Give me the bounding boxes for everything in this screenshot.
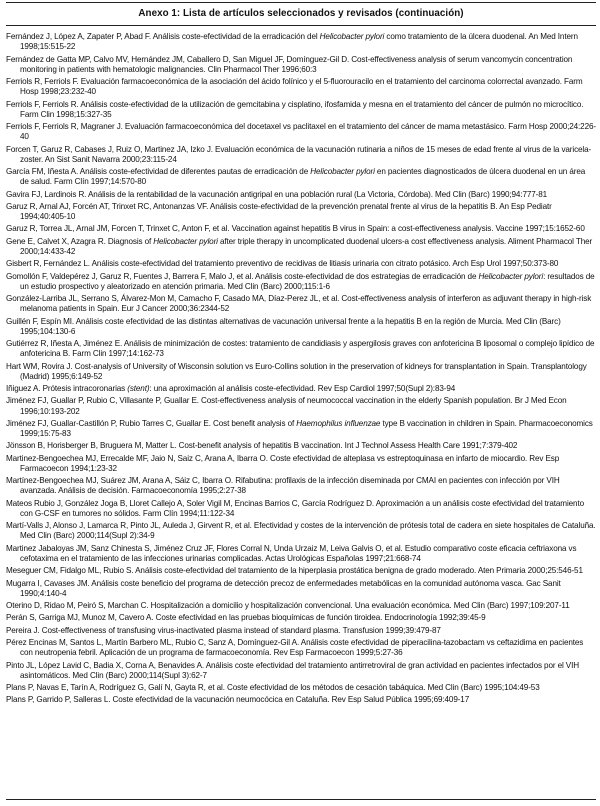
reference-text: Forcen T, Garuz R, Cabases J, Ruiz O, Martinez JA, Izko J. Evaluación económica de la vacunación rutinaria a niños de 15 meses de edad frente al virus de la varicela-zoster. An Sist Sanit Navarra 2000;23:115-24 xyxy=(6,144,592,164)
reference-text: Ferriols F, Ferriols R, Magraner J. Evaluación farmacoeconómica del docetaxel vs paclitaxel en el tratamiento del cáncer de mama metastásico. Farm Hosp 2000;24:226-40 xyxy=(6,122,596,142)
reference-text: Meseguer CM, Fidalgo ML, Rubio S. Análisis coste-efectividad del tratamiento de la hiperplasia prostática benigna de grado moderado. Aten Primaria 2000;25:546-51 xyxy=(6,566,583,576)
reference-italic-text: Helicobacter pylori xyxy=(319,32,385,41)
reference-text: Gutiérrez R, Iñesta A, Jiménez E. Análisis de minimización de costes: tratamiento de candidiasis y aspergilosis graves con anfotericina B liposomal o complejo lipídico de anfotericina B. Farm Clin 1997;14:162-73 xyxy=(6,339,595,359)
reference-item xyxy=(6,566,596,576)
reference-text: Plans P, Garrido P, Salleras L. Coste efectividad de la vacunación neumocócica en Cataluña. Rev Esp Salud Pública 1995;69:409-17 xyxy=(6,695,470,705)
reference-text: Hart WM, Rovira J. Cost-analysis of University of Wisconsin solution vs Euro-Collins solution in the preservation of kidneys for transplantation in Spain. Transplantology (Madrid) 1995;6:149-52 xyxy=(6,361,587,381)
reference-text: Martinez Jabaloyas JM, Sanz Chinesta S, Jiménez Cruz JF, Flores Corral N, Unda Urzaiz M, Leiva Galvis O, et al. Estudio comparativo coste eficacia ceftriaxona vs cefotaxima en el tratamiento de las infecciones urinarias complicadas. Actas Urológicas Españolas 1997;21:668-74 xyxy=(6,543,577,563)
reference-text: Martinez-Bengoechea MJ, Errecalde MF, Jaio N, Saiz C, Arana A, Ibarra O. Coste efectividad de alteplasa vs estreptoquinasa en infarto de miocardio. Rev Esp Farmacoecon 1994;1:23-32 xyxy=(6,453,560,473)
reference-text: after triple therapy in uncomplicated duodenal ulcers-a cost effectiveness analysis. Aliment Pharmacol Ther 2000;14:433-42 xyxy=(20,236,593,256)
reference-text: Jiménez FJ, Guallar-Castillón P, Rubio Tarres C, Guallar E. Cost benefit analysis of xyxy=(6,418,297,428)
reference-italic-text: Haemophilus influenzae xyxy=(296,418,381,428)
reference-item xyxy=(6,499,596,519)
reference-item xyxy=(6,317,596,337)
reference-item xyxy=(6,695,596,705)
reference-item xyxy=(6,272,596,292)
reference-item xyxy=(6,476,596,496)
reference-text: Jönsson B, Horisberger B, Bruguera M, Matter L. Cost-benefit analysis of hepatitis B vaccination. Int J Technol Assess Health Care 1991;7:379-402 xyxy=(6,441,518,451)
reference-list xyxy=(6,32,596,706)
reference-text: en pacientes diagnosticados de úlcera duodenal en un área de salud. Farm Clín 1997;14:570-80 xyxy=(20,167,586,187)
reference-item xyxy=(6,122,596,142)
reference-text: Ferriols R, Ferriols F. Evaluación farmacoeconómica de la asociación del ácido folínico y el 5-fluorouracilo en el tratamiento del carcinoma colorrectal avanzado. Farm Hosp 1998;23:232-40 xyxy=(6,77,583,97)
reference-text: Pérez Encinas M, Santos L, Martín Barbero ML, Rubio C, Sanz A, Domínguez-Gil A. Análisis coste efectividad de piperacilina-tazobactam vs ceftazidima en pacientes con neutropenia febril. Aplicación de un programa de farmacoeconomía. Rev Esp Farmacoecon 1999;5:27-36 xyxy=(6,638,584,658)
reference-item xyxy=(6,683,596,693)
reference-text: García FM, Iñesta A. Análisis coste-efectividad de diferentes pautas de erradicación de xyxy=(6,167,311,176)
reference-item xyxy=(6,384,596,394)
reference-italic-text: Helicobacter pylori xyxy=(310,167,375,176)
document-page xyxy=(0,2,600,806)
reference-item xyxy=(6,396,596,416)
reference-text: Gene E, Calvet X, Azagra R. Diagnosis of xyxy=(6,236,154,246)
reference-text: Garuz R, Arnal AJ, Forcén AT, Trinxet RC, Antonanzas VF. Análisis coste-efectividad de la prevención prenatal frente al virus de la hepatitis B. An Esp Pediatr 1994;40:405-10 xyxy=(6,201,552,221)
reference-text: Fernández J, López A, Zapater P, Abad F. Análisis coste-efectividad de la erradicación del xyxy=(6,32,320,41)
reference-item xyxy=(6,55,596,75)
reference-item xyxy=(6,601,596,611)
reference-text: Mugarra I, Cavases JM. Análisis coste beneficio del programa de detección precoz de enfermedades metabólicas en la comunidad autónoma vasca. Gac Sanit 1990;4:140-4 xyxy=(6,578,561,598)
reference-text: Gisbert R, Fernández L. Análisis coste-efectividad del tratamiento preventivo de recidivas de litiasis urinaria con citrato potásico. Arch Esp Urol 1997;50:373-80 xyxy=(6,259,559,269)
reference-item xyxy=(6,224,596,234)
reference-item xyxy=(6,454,596,474)
title-rule xyxy=(6,25,596,26)
reference-text: type B vaccination in children in Spain. Pharmacoeconomics 1999;15:75-83 xyxy=(20,418,593,439)
reference-item xyxy=(6,294,596,314)
reference-item xyxy=(6,521,596,541)
reference-item xyxy=(6,100,596,120)
reference-item xyxy=(6,638,596,658)
reference-text: Jiménez FJ, Guallar P, Rubio C, Villasante P, Guallar E. Cost-effectiveness analysis of neumococcal vaccination in the elderly Spanish population. Br J Med Econ 1996;10:193-202 xyxy=(6,396,567,416)
reference-italic-text: (stent) xyxy=(127,384,150,394)
reference-text: Pereira J. Cost-effectiveness of transfusing virus-inactivated plasma instead of standard plasma. Transfusion 1999;39:479-87 xyxy=(6,625,441,635)
reference-italic-text: Helicobacter pylori xyxy=(153,236,218,246)
reference-text: Fernández de Gatta MP, Calvo MV, Hernández JM, Caballero D, San Miguel JF, Domínguez-Gil D. Cost-effectiveness analysis of serum vancomycin concentration monitoring in patients with hematologic malignancies. Clin Pharmacol Ther 1996;60:3 xyxy=(6,54,573,74)
reference-text: Mateos Rubio J, González Joga B, Lloret Callejo A, Soler Vigil M, Encinas Barrios C, García Rodríguez D. Aproximación a un análisis coste efectividad del tratamiento con G-CSF en tumores no sólidos. Farm Clín 1994;11:122-34 xyxy=(6,498,584,518)
reference-item xyxy=(6,613,596,623)
reference-text: Plans P, Navas E, Tarín A, Rodríguez G, Galí N, Gayta R, et al. Coste efectividad de los métodos de cesación tabáquica. Med Clin (Barc) 1995;104:49-53 xyxy=(6,683,540,693)
reference-item xyxy=(6,339,596,359)
reference-item xyxy=(6,237,596,257)
reference-text: Pinto JL, López Lavid C, Badia X, Corna A, Benavides A. Análisis coste efectividad del tratamiento antirretroviral de gran actividad en pacientes infectados por el VIH asintomáticos. Med Clin (Barc) 2000;114(Supl 3):62-7 xyxy=(6,660,579,680)
reference-item xyxy=(6,544,596,564)
reference-item xyxy=(6,32,596,52)
reference-text: : una aproximación al análisis coste-efectividad. Rev Esp Cardiol 1997;50(Supl 2):83-94 xyxy=(149,384,456,394)
reference-italic-text: Helicobacter pylori xyxy=(478,271,544,281)
reference-text: Martí-Valls J, Alonso J, Lamarca R, Pinto JL, Auleda J, Girvent R, et al. Efectividad y costes de la intervención de prótesis total de cadera en siete hospitales de Cataluña. Med Clin (Barc) 2000;114(Supl 2):34-9 xyxy=(6,521,596,541)
reference-text: como tratamiento de la úlcera duodenal. An Med Intern 1998;15:515-22 xyxy=(20,32,578,52)
reference-item xyxy=(6,579,596,599)
bottom-rule xyxy=(6,799,596,800)
reference-text: Oterino D, Ridao M, Peiró S, Marchan C. Hospitalización a domicilio y hospitalización convencional. Una evaluación económica. Med Clin (Barc) 1997;109:207-11 xyxy=(6,601,570,611)
reference-item xyxy=(6,145,596,165)
reference-item xyxy=(6,661,596,681)
reference-item xyxy=(6,190,596,200)
reference-text: : resultados de un estudio prospectivo y aleatorizado en atención primaria. Med Clin (Barc) 2000;115:1-6 xyxy=(20,271,595,291)
annex-title: Anexo 1: Lista de artículos seleccionados y revisados (continuación) xyxy=(138,8,464,19)
reference-item xyxy=(6,419,596,439)
reference-text: Gomollón F, Valdepérez J, Garuz R, Fuentes J, Barrera F, Malo J, et al. Análisis coste-efectividad de dos estrategias de erradicación de xyxy=(6,271,479,281)
reference-item xyxy=(6,626,596,636)
reference-text: Ferriols F, Ferriols R. Análisis coste-efectividad de la utilización de gemcitabina y cisplatino, ifosfamida y mesna en el tratamiento del cáncer de pulmón no microcítico. Farm Clin 1998;15:327-35 xyxy=(6,99,584,119)
reference-item xyxy=(6,167,596,187)
reference-item xyxy=(6,259,596,269)
reference-text: Martínez-Bengoechea MJ, Suárez JM, Arana A, Sáiz C, Ibarra O. Rifabutina: profilaxis de la infección diseminada por CMAI en pacientes con infección por VIH avanzada. Análisis de decisión. Farmacoeconomía 1995;2:27-38 xyxy=(6,476,560,496)
reference-item xyxy=(6,362,596,382)
reference-text: Guillén F, Espín MI. Análisis coste efectividad de las distintas alternativas de vacunación universal frente a la hepatitis B en la región de Murcia. Med Clin (Barc) 1995;104:130-6 xyxy=(6,316,561,336)
reference-item xyxy=(6,441,596,451)
reference-text: Gavira FJ, Lardinois R. Análisis de la rentabilidad de la vacunación antigripal en una población rural (La Victoria, Córdoba). Med Clin (Barc) 1990;94:777-81 xyxy=(6,189,548,199)
reference-item xyxy=(6,202,596,222)
reference-text: González-Larriba JL, Serrano S, Álvarez-Mon M, Camacho F, Casado MA, Díaz-Perez JL, et al. Cost-effectiveness analysis of interferon as adjuvant therapy in high-risk melanoma patients in Spain. Eur J Cancer 2000;36:2344-52 xyxy=(6,294,592,314)
reference-text: Perán S, Garriga MJ, Munoz M, Cavero A. Coste efectividad en las pruebas bioquímicas de función tiroidea. Endocrinología 1992;39:45-9 xyxy=(6,613,486,623)
reference-item xyxy=(6,77,596,97)
reference-text: Garuz R, Torrea JL, Arnal JM, Forcen T, Trinxet C, Anton F, et al. Vaccination against hepatitis B virus in Spain: a cost-effectiveness analysis. Vaccine 1997;15:1652-60 xyxy=(6,224,585,234)
reference-text: Iñiguez A. Prótesis intracoronarias xyxy=(6,384,128,394)
